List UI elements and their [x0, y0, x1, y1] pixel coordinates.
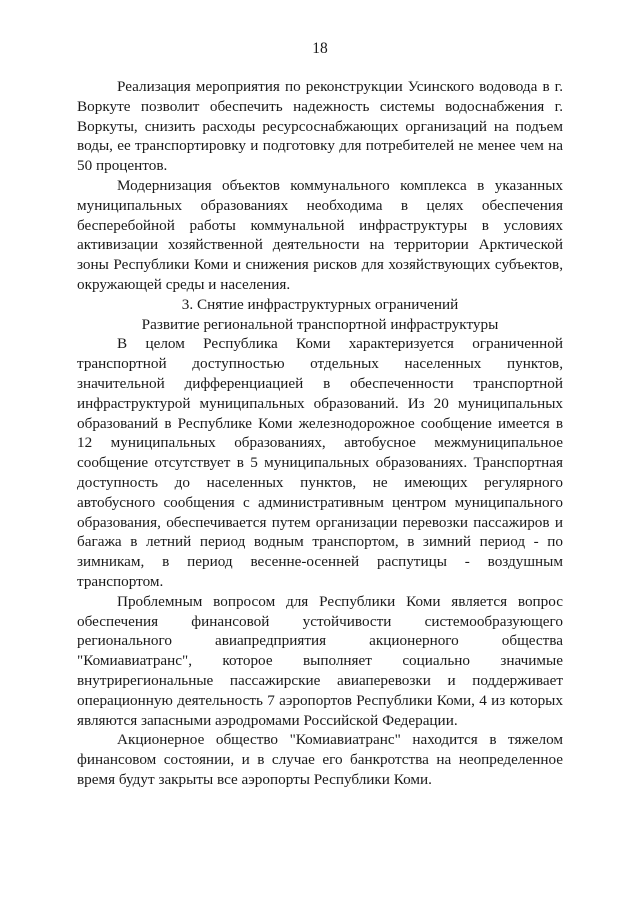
document-body: [77, 77, 563, 790]
subsection-heading: Развитие региональной транспортной инфраструктуры: [141, 315, 499, 333]
paragraph-transport-accessibility: В целом Республика Коми характеризуется ограниченной транспортной доступностью отдельных населенных пунктов, значительной дифференциацией в обеспеченности транспортной инфраструктурой муниципальных образований. Из 20 муниципальных образований в Республике Коми железнодорожное сообщение имеется в 12 муниципальных образованиях, автобусное межмуниципальное сообщение отсутствует в 5 муниципальных образованиях. Транспортная доступность до населенных пунктов, не имеющих регулярного автобусного сообщения с административным центром муниципального образования, обеспечивается путем организации перевозки пассажиров и багажа в летний период водным транспортом, в зимний период - по зимникам, в период весенне-осенней распутицы - воздушным транспортом.: [77, 335, 563, 590]
page-number: 18: [312, 40, 328, 57]
paragraph-communal-modernization: Модернизация объектов коммунального комплекса в указанных муниципальных образованиях необходима в целях обеспечения бесперебойной работы коммунальной инфраструктуры в условиях активизации хозяйственной деятельности на территории Арктической зоны Республики Коми и снижения рисков для хозяйствующих субъектов, окружающей среды и населения.: [77, 176, 563, 293]
paragraph-komiaviatrans-bankruptcy: Акционерное общество "Комиавиатранс" находится в тяжелом финансовом состоянии, и в случае его банкротства на неопределенное время будут закрыты все аэропорты Республики Коми.: [77, 731, 563, 788]
section-heading: 3. Снятие инфраструктурных ограничений: [181, 295, 459, 313]
paragraph-usinsk-water-main: Реализация мероприятия по реконструкции Усинского водовода в г. Воркуте позволит обеспечить надежность системы водоснабжения г. Воркуты, снизить расходы ресурсоснабжающих организаций на подъем воды, ее транспортировку и подготовку для потребителей не менее чем на 50 процентов.: [77, 78, 563, 175]
paragraph-aviation-stability: Проблемным вопросом для Республики Коми является вопрос обеспечения финансовой устойчивости системообразующего регионального авиапредприятия акционерного общества "Комиавиатранс", которое выполняет социально значимые внутрирегиональные пассажирские авиаперевозки и поддерживает операционную деятельность 7 аэропортов Республики Коми, 4 из которых являются запасными аэродромами Российской Федерации.: [77, 592, 563, 729]
